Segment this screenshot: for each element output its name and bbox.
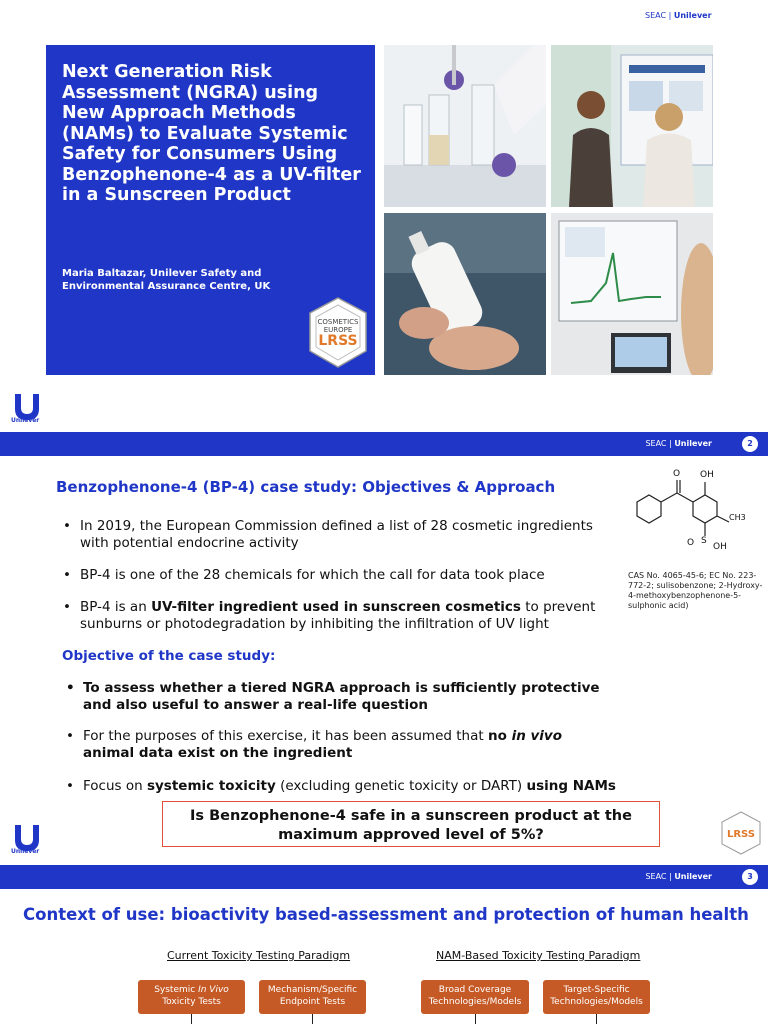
target-specific-box: Target-Specific Technologies/Models — [543, 980, 650, 1014]
badge-line3: LRSS — [318, 333, 358, 349]
bottle-hands-photo — [384, 213, 546, 375]
objective-3: • Focus on systemic toxicity (excluding genetic toxicity or DART) using NAMs — [66, 778, 616, 794]
slide3-header-bar — [0, 865, 768, 889]
chem-oh: OH — [700, 470, 714, 480]
lab-pipette-photo — [384, 45, 546, 207]
seac-label: SEAC | Unilever — [645, 439, 712, 448]
poster-session-photo — [551, 45, 713, 207]
broad-coverage-box: Broad Coverage Technologies/Models — [421, 980, 529, 1014]
chem-o: O — [673, 469, 681, 479]
cas-number-text: CAS No. 4065-45-6; EC No. 223-772-2; sulisobenzone; 2-Hydroxy-4-methoxybenzophenone-5-sulphonic acid) — [628, 571, 763, 610]
unilever-logo-label: Unilever — [11, 417, 40, 424]
objective-1: • To assess whether a tiered NGRA approach is sufficiently protective and also useful to answer a real-life question — [66, 680, 600, 713]
key-question-box: Is Benzophenone-4 safe in a sunscreen product at the maximum approved level of 5%? — [162, 801, 660, 847]
bullet-1: • In 2019, the European Commission defined a list of 28 cosmetic ingredients with potential endocrine activity — [63, 518, 593, 551]
badge-line2: EUROPE — [323, 326, 353, 334]
seac-label: SEAC | Unilever — [645, 872, 712, 881]
badge-small-label: LRSS — [726, 829, 756, 840]
objective-heading: Objective of the case study: — [62, 648, 276, 664]
systemic-invivo-box: Systemic In Vivo Toxicity Tests — [138, 980, 245, 1014]
presentation-title: Next Generation Risk Assessment (NGRA) using New Approach Methods (NAMs) to Evaluate Systemic Safety for Consumers Using Benzophenone-4 as a UV-filter in a Sunscreen Product — [62, 62, 361, 205]
chem-o2: O — [687, 538, 695, 548]
page-number: 3 — [742, 869, 758, 885]
chem-ch3: CH3 — [729, 513, 746, 522]
page-number: 2 — [742, 436, 758, 452]
objective-2: • For the purposes of this exercise, it has been assumed that no in vivo animal data exist on the ingredient — [66, 728, 563, 761]
lrss-badge-small — [718, 810, 764, 856]
nam-paradigm-title: NAM-Based Toxicity Testing Paradigm — [436, 949, 641, 962]
slide2-header-bar — [0, 432, 768, 456]
connector-line — [475, 1014, 476, 1024]
data-analysis-photo — [551, 213, 713, 375]
current-paradigm-title: Current Toxicity Testing Paradigm — [167, 949, 351, 962]
bullet-3: • BP-4 is an UV-filter ingredient used in sunscreen cosmetics to prevent sunburns or photodegradation by inhibiting the infiltration of UV light — [63, 599, 596, 632]
seac-label: SEAC | Unilever — [645, 11, 712, 20]
bullet-2: • BP-4 is one of the 28 chemicals for which the call for data took place — [63, 567, 545, 583]
connector-line — [191, 1014, 192, 1024]
slide2-title: Benzophenone-4 (BP-4) case study: Objectives & Approach — [56, 478, 556, 496]
lrss-badge — [300, 295, 376, 371]
chem-s: S — [701, 536, 707, 546]
badge-line1: COSMETICS — [317, 318, 359, 326]
mechanism-endpoint-box: Mechanism/Specific Endpoint Tests — [259, 980, 366, 1014]
bp4-structure — [625, 466, 765, 566]
slide3-title: Context of use: bioactivity based-assessment and protection of human health — [23, 905, 749, 924]
chem-oh2: OH — [713, 542, 727, 552]
connector-line — [596, 1014, 597, 1024]
connector-line — [312, 1014, 313, 1024]
author-line: Maria Baltazar, Unilever Safety and Environmental Assurance Centre, UK — [62, 268, 271, 292]
unilever-logo-label: Unilever — [11, 848, 40, 855]
